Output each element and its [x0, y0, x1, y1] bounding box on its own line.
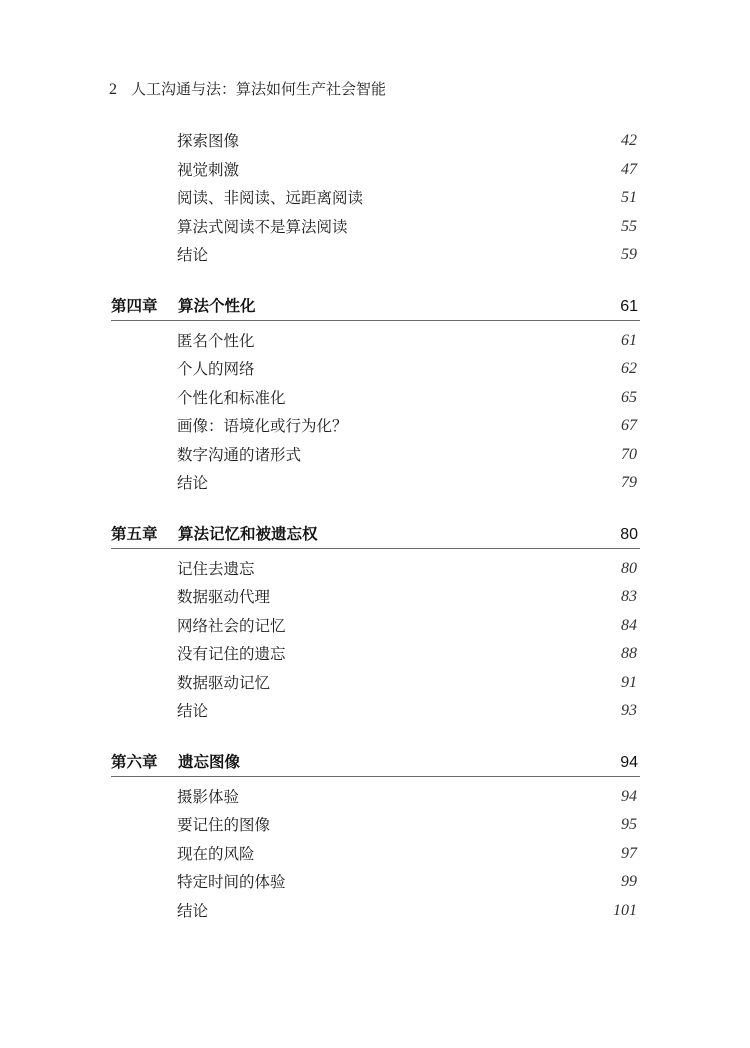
toc-entry-page: 67: [621, 417, 637, 434]
toc-entry-title: 数据驱动代理: [177, 588, 271, 606]
toc-entry-page: 65: [621, 388, 637, 406]
toc-entry-title: 现在的风险: [177, 844, 255, 863]
toc-entry[interactable]: [0, 156, 750, 185]
toc-entry-title: 个人的网络: [177, 360, 255, 378]
toc-entry-page: 94: [621, 787, 637, 805]
toc-entry-title: 没有记住的遗忘: [177, 645, 286, 663]
toc-section-chapter-5: [0, 518, 750, 726]
toc-entry-page: 88: [621, 645, 637, 662]
chapter-title: 算法个性化: [178, 296, 256, 315]
chapter-title: 遗忘图像: [178, 752, 241, 771]
page-number: 2: [109, 81, 117, 98]
toc-entry[interactable]: [0, 441, 750, 470]
chapter-number: 第四章: [111, 296, 158, 315]
toc-entry[interactable]: [0, 412, 750, 441]
toc-entry[interactable]: [0, 184, 750, 213]
chapter-heading[interactable]: [111, 518, 640, 549]
toc-entry[interactable]: [0, 327, 750, 356]
toc-entry-title: 算法式阅读不是算法阅读: [177, 217, 348, 236]
toc-section-continued: [0, 127, 750, 270]
toc-section-chapter-6: [0, 746, 750, 926]
toc-entry[interactable]: [0, 612, 750, 641]
toc-entry-title: 摄影体验: [177, 787, 240, 806]
toc-entry-page: 91: [621, 673, 637, 691]
toc-entry-title: 结论: [177, 246, 209, 264]
chapter-page: 80: [620, 525, 638, 543]
toc-entry[interactable]: [0, 840, 750, 869]
toc-entry-page: 80: [621, 559, 637, 577]
toc-entry-page: 47: [621, 160, 637, 178]
toc-entry-title: 匿名个性化: [177, 331, 255, 350]
toc-entry-title: 探索图像: [177, 132, 240, 150]
toc-entry[interactable]: [0, 897, 750, 926]
toc-entry-title: 数字沟通的诸形式: [177, 445, 302, 464]
toc-entry-page: 84: [621, 616, 637, 634]
toc-entry[interactable]: [0, 583, 750, 612]
toc-entry-page: 93: [621, 702, 637, 719]
chapter-number: 第六章: [111, 752, 158, 771]
toc-entry-page: 51: [621, 189, 637, 206]
toc-entry-title: 记住去遗忘: [177, 559, 255, 578]
toc-entry-page: 97: [621, 844, 637, 862]
toc-entry-page: 55: [621, 217, 637, 235]
chapter-page: 94: [620, 753, 638, 771]
toc-entry-title: 结论: [177, 702, 209, 720]
toc-entry-page: 70: [621, 445, 637, 463]
toc-entry-title: 特定时间的体验: [177, 873, 286, 891]
toc-entry-page: 62: [621, 360, 637, 377]
toc-entry[interactable]: [0, 213, 750, 242]
chapter-number: 第五章: [111, 524, 158, 543]
toc-entry-page: 83: [621, 588, 637, 605]
chapter-title: 算法记忆和被遗忘权: [178, 524, 318, 543]
toc-entry-page: 79: [621, 474, 637, 491]
toc-entry-title: 要记住的图像: [177, 816, 271, 834]
toc-entry[interactable]: [0, 127, 750, 156]
running-header: [109, 78, 386, 99]
toc-entry[interactable]: [0, 783, 750, 812]
toc-entry[interactable]: [0, 384, 750, 413]
toc-entry[interactable]: [0, 241, 750, 270]
toc-entry-title: 画像：语境化或行为化？: [177, 417, 348, 435]
toc-entry-page: 61: [621, 331, 637, 349]
chapter-heading[interactable]: [111, 290, 640, 321]
toc-entry-title: 数据驱动记忆: [177, 673, 271, 692]
toc-entry-page: 42: [621, 132, 637, 149]
toc-entry-title: 视觉刺激: [177, 160, 240, 179]
chapter-heading[interactable]: [111, 746, 640, 777]
toc-entry[interactable]: [0, 811, 750, 840]
toc-entry-title: 结论: [177, 901, 209, 920]
toc-entry[interactable]: [0, 555, 750, 584]
toc-entry-page: 99: [621, 873, 637, 890]
toc-entry[interactable]: [0, 868, 750, 897]
toc-entry-title: 网络社会的记忆: [177, 616, 286, 635]
toc-section-chapter-4: [0, 290, 750, 498]
chapter-page: 61: [620, 297, 638, 315]
toc-entry-title: 阅读、非阅读、远距离阅读: [177, 189, 364, 207]
book-title: 人工沟通与法：算法如何生产社会智能: [131, 81, 387, 98]
toc-entry[interactable]: [0, 640, 750, 669]
toc-entry-title: 个性化和标准化: [177, 388, 286, 407]
toc-entry-page: 101: [613, 901, 637, 919]
toc-entry-page: 59: [621, 246, 637, 263]
toc-entry[interactable]: [0, 697, 750, 726]
table-of-contents: [0, 127, 750, 925]
toc-entry[interactable]: [0, 355, 750, 384]
toc-entry[interactable]: [0, 469, 750, 498]
toc-entry-page: 95: [621, 816, 637, 833]
toc-entry[interactable]: [0, 669, 750, 698]
toc-entry-title: 结论: [177, 474, 209, 492]
